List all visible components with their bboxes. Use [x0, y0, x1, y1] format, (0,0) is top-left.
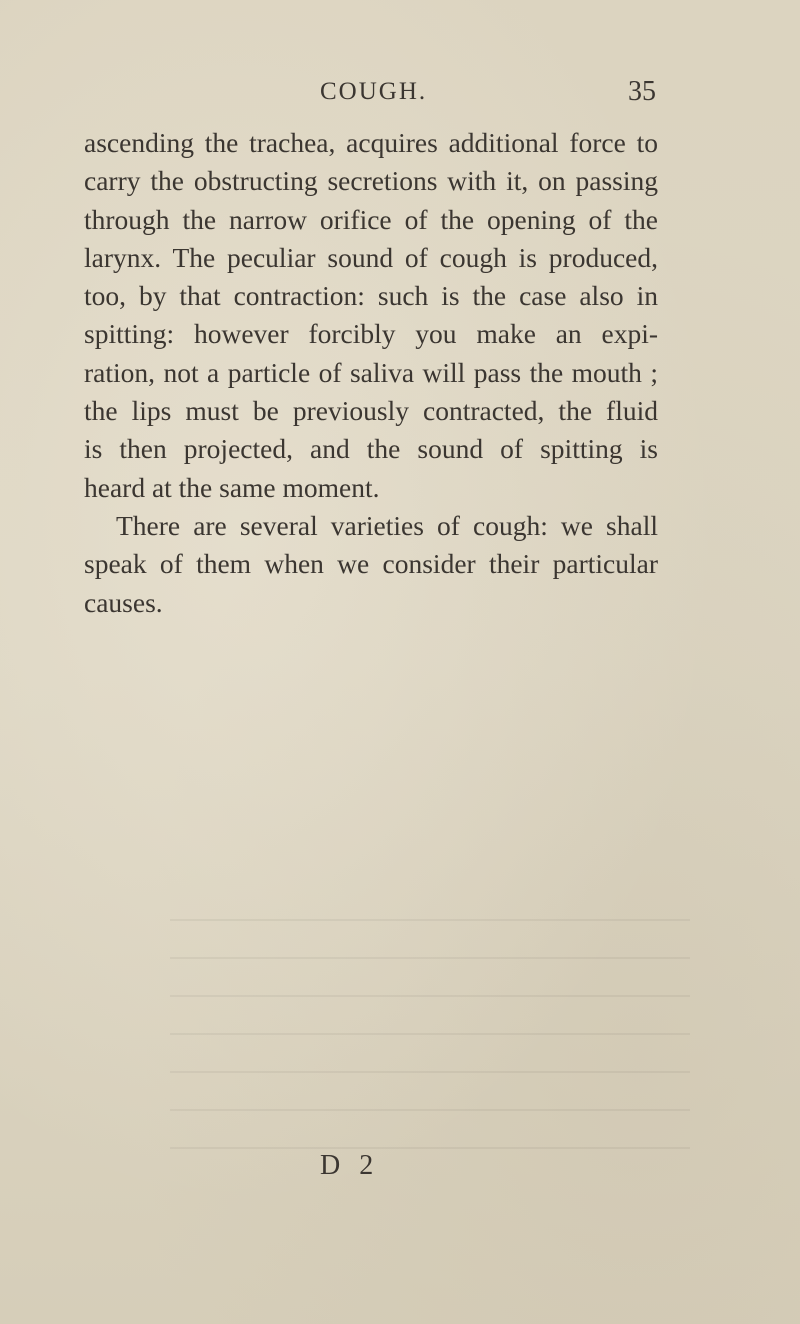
- text-line: ration, not a particle of saliva will pass the mouth ;: [84, 356, 658, 388]
- text-line: larynx. The peculiar sound of cough is produced,: [84, 241, 658, 273]
- running-title: COUGH.: [320, 78, 428, 105]
- signature-mark: D 2: [320, 1150, 380, 1181]
- body-text: [84, 124, 658, 622]
- running-head: [84, 78, 656, 112]
- text-line: too, by that contraction: such is the case also in: [84, 280, 658, 312]
- text-line: spitting: however forcibly you make an expi-: [84, 318, 658, 350]
- text-line: There are several varieties of cough: we shall: [116, 509, 658, 541]
- text-line: heard at the same moment.: [84, 471, 380, 503]
- text-line: carry the obstructing secretions with it, on passing: [84, 165, 658, 197]
- text-line: is then projected, and the sound of spitting is: [84, 433, 658, 465]
- text-line: ascending the trachea, acquires additional force to: [84, 127, 658, 158]
- show-through-texture: [150, 900, 710, 1200]
- text-line: through the narrow orifice of the opening of the: [84, 203, 658, 235]
- page-number: 35: [628, 76, 656, 107]
- text-line: causes.: [84, 586, 163, 618]
- text-line: speak of them when we consider their particular: [84, 548, 658, 580]
- text-line: the lips must be previously contracted, the fluid: [84, 395, 658, 427]
